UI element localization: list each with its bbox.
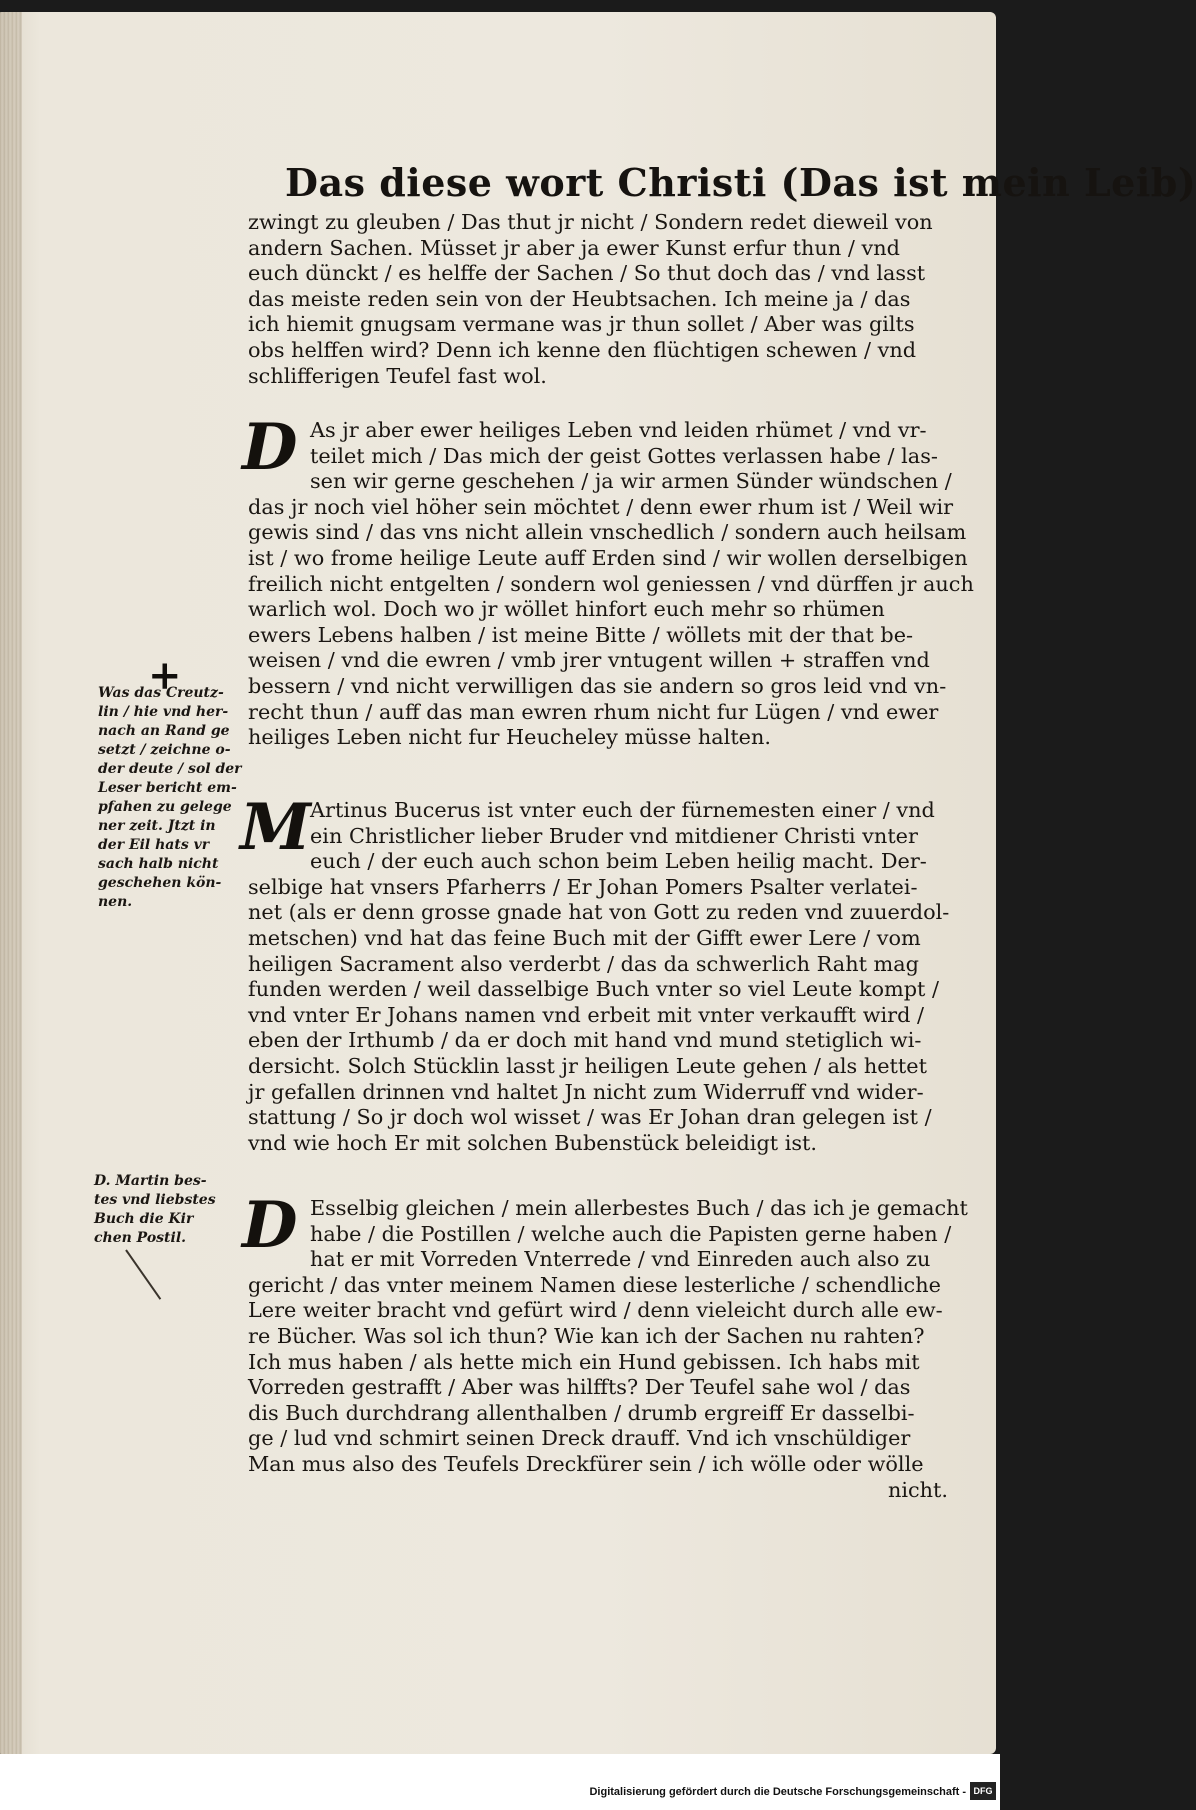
paragraph-1: zwingt zu gleuben / Das thut jr nicht / Sondern redet dieweil von andern Sachen. Müsset jr aber ja ewer Kunst erfur thun / vnd euch dünckt / es helffe der Sachen / So thut doch das / vnd lasst das meiste reden sein von der Heubtsachen. Ich meine ja / das ich hiemit gnugsam vermane was jr thun sollet / Aber was gilts obs helffen wird? Denn ich kenne den flüchtigen schewen / vnd schlifferigen Teufel fast wol.: [248, 210, 933, 388]
margin-note-postil: D. Martin bes- tes vnd liebstes Buch die Kir chen Postil.: [94, 1173, 216, 1246]
catchword: nicht.: [887, 1477, 948, 1502]
margin-pointer-line: [125, 1249, 161, 1299]
paragraph-4: D Esselbig gleichen / mein allerbestes Buch / das ich je gemacht habe / die Postillen / welche auch die Papisten gerne haben / hat er mit Vorreden Vnterrede / vnd Einreden auch also zu gericht / das vnter meinem Namen diese lesterliche / schendliche Lere weiter bracht vnd gefürt wird / denn vieleicht durch alle ew- re Bücher. Was sol ich thun? Wie kan ich der Sachen nu rahten? Ich mus haben / als hette mich ein Hund gebissen. Ich habs mit Vorreden gestrafft / Aber was hilffts? Der Teufel sahe wol / das dis Buch durchdrang allenthalben / drumb ergreiff Er dasselbi- ge / lud vnd schmirt seinen Dreck drauff. Vnd ich vnschüldiger Man mus also des Teufels Dreckfürer sein / ich wölle oder wölle nicht.: [242, 1188, 968, 1502]
drop-cap: D: [242, 1188, 298, 1263]
book-page: [0, 12, 1196, 1754]
paragraph-2: D As jr aber ewer heiliges Leben vnd leiden rhümet / vnd vr- teilet mich / Das mich der geist Gottes verlassen habe / las- sen wir gerne geschehen / ja wir armen Sünder wündschen / das jr noch viel höher sein möchtet / denn ewer rhum ist / Weil wir gewis sind / das vns nicht allein vnschedlich / sondern auch heilsam ist / wo frome heilige Leute auff Erden sind / wir wollen derselbigen freilich nicht entgelten / sondern wol geniessen / vnd dürffen jr auch warlich wol. Doch wo jr wöllet hinfort euch mehr so rhümen ewers Lebens halben / ist meine Bitte / wöllets mit der that be- weisen / vnd die ewren / vmb jrer vntugent willen + straffen vnd bessern / vnd nicht verwilligen das sie andern so gros leid vnd vn- recht thun / auff das man ewren rhum nicht fur Lügen / vnd ewer heiliges Leben nicht fur Heucheley müsse halten.: [242, 410, 974, 750]
page-gutter-edge: [0, 12, 22, 1754]
digitization-footer: [0, 1754, 1000, 1810]
paragraph-3: M Artinus Bucerus ist vnter euch der fürnemesten einer / vnd ein Christlicher lieber Bruder vnd mitdiener Christi vnter euch / der euch auch schon beim Leben heilig macht. Der- selbige hat vnsers Pfarherrs / Er Johan Pomers Psalter verlatei- net (als er denn grosse gnade hat von Gott zu reden vnd zuuerdol- metschen) vnd hat das feine Buch mit der Gifft ewer Lere / vom heiligen Sacrament also verderbt / das da schwerlich Raht mag funden werden / weil dasselbige Buch vnter so viel Leute kompt / vnd vnter Er Johans namen vnd erbeit mit vnter verkaufft wird / eben der Irthumb / da er doch mit hand vnd mund stetiglich wi- dersicht. Solch Stücklin lasst jr heiligen Leute gehen / als hettet jr gefallen drinnen vnd haltet Jn nicht zum Widerruff vnd wider- stattung / So jr doch wol wisset / was Er Johan dran gelegen ist / vnd wie hoch Er mit solchen Bubenstück beleidigt ist.: [240, 790, 950, 1155]
drop-cap: D: [242, 410, 298, 485]
dfg-logo: DFG: [970, 1782, 996, 1800]
drop-cap: M: [240, 790, 311, 865]
running-header: Das diese wort Christi (Das ist mein Leib): [285, 160, 1196, 205]
cross-symbol: +: [148, 652, 182, 699]
funding-notice: Digitalisierung gefördert durch die Deutsche Forschungsgemeinschaft -: [589, 1786, 966, 1798]
margin-note-cross: Was das Creutz- lin / hie vnd her- nach an Rand ge setzt / zeichne o- der deute / sol der Leser bericht em- pfahen zu gelege ner zeit. Jtzt in der Eil hats vr sach halb nicht geschehen kön- nen.: [98, 685, 242, 910]
